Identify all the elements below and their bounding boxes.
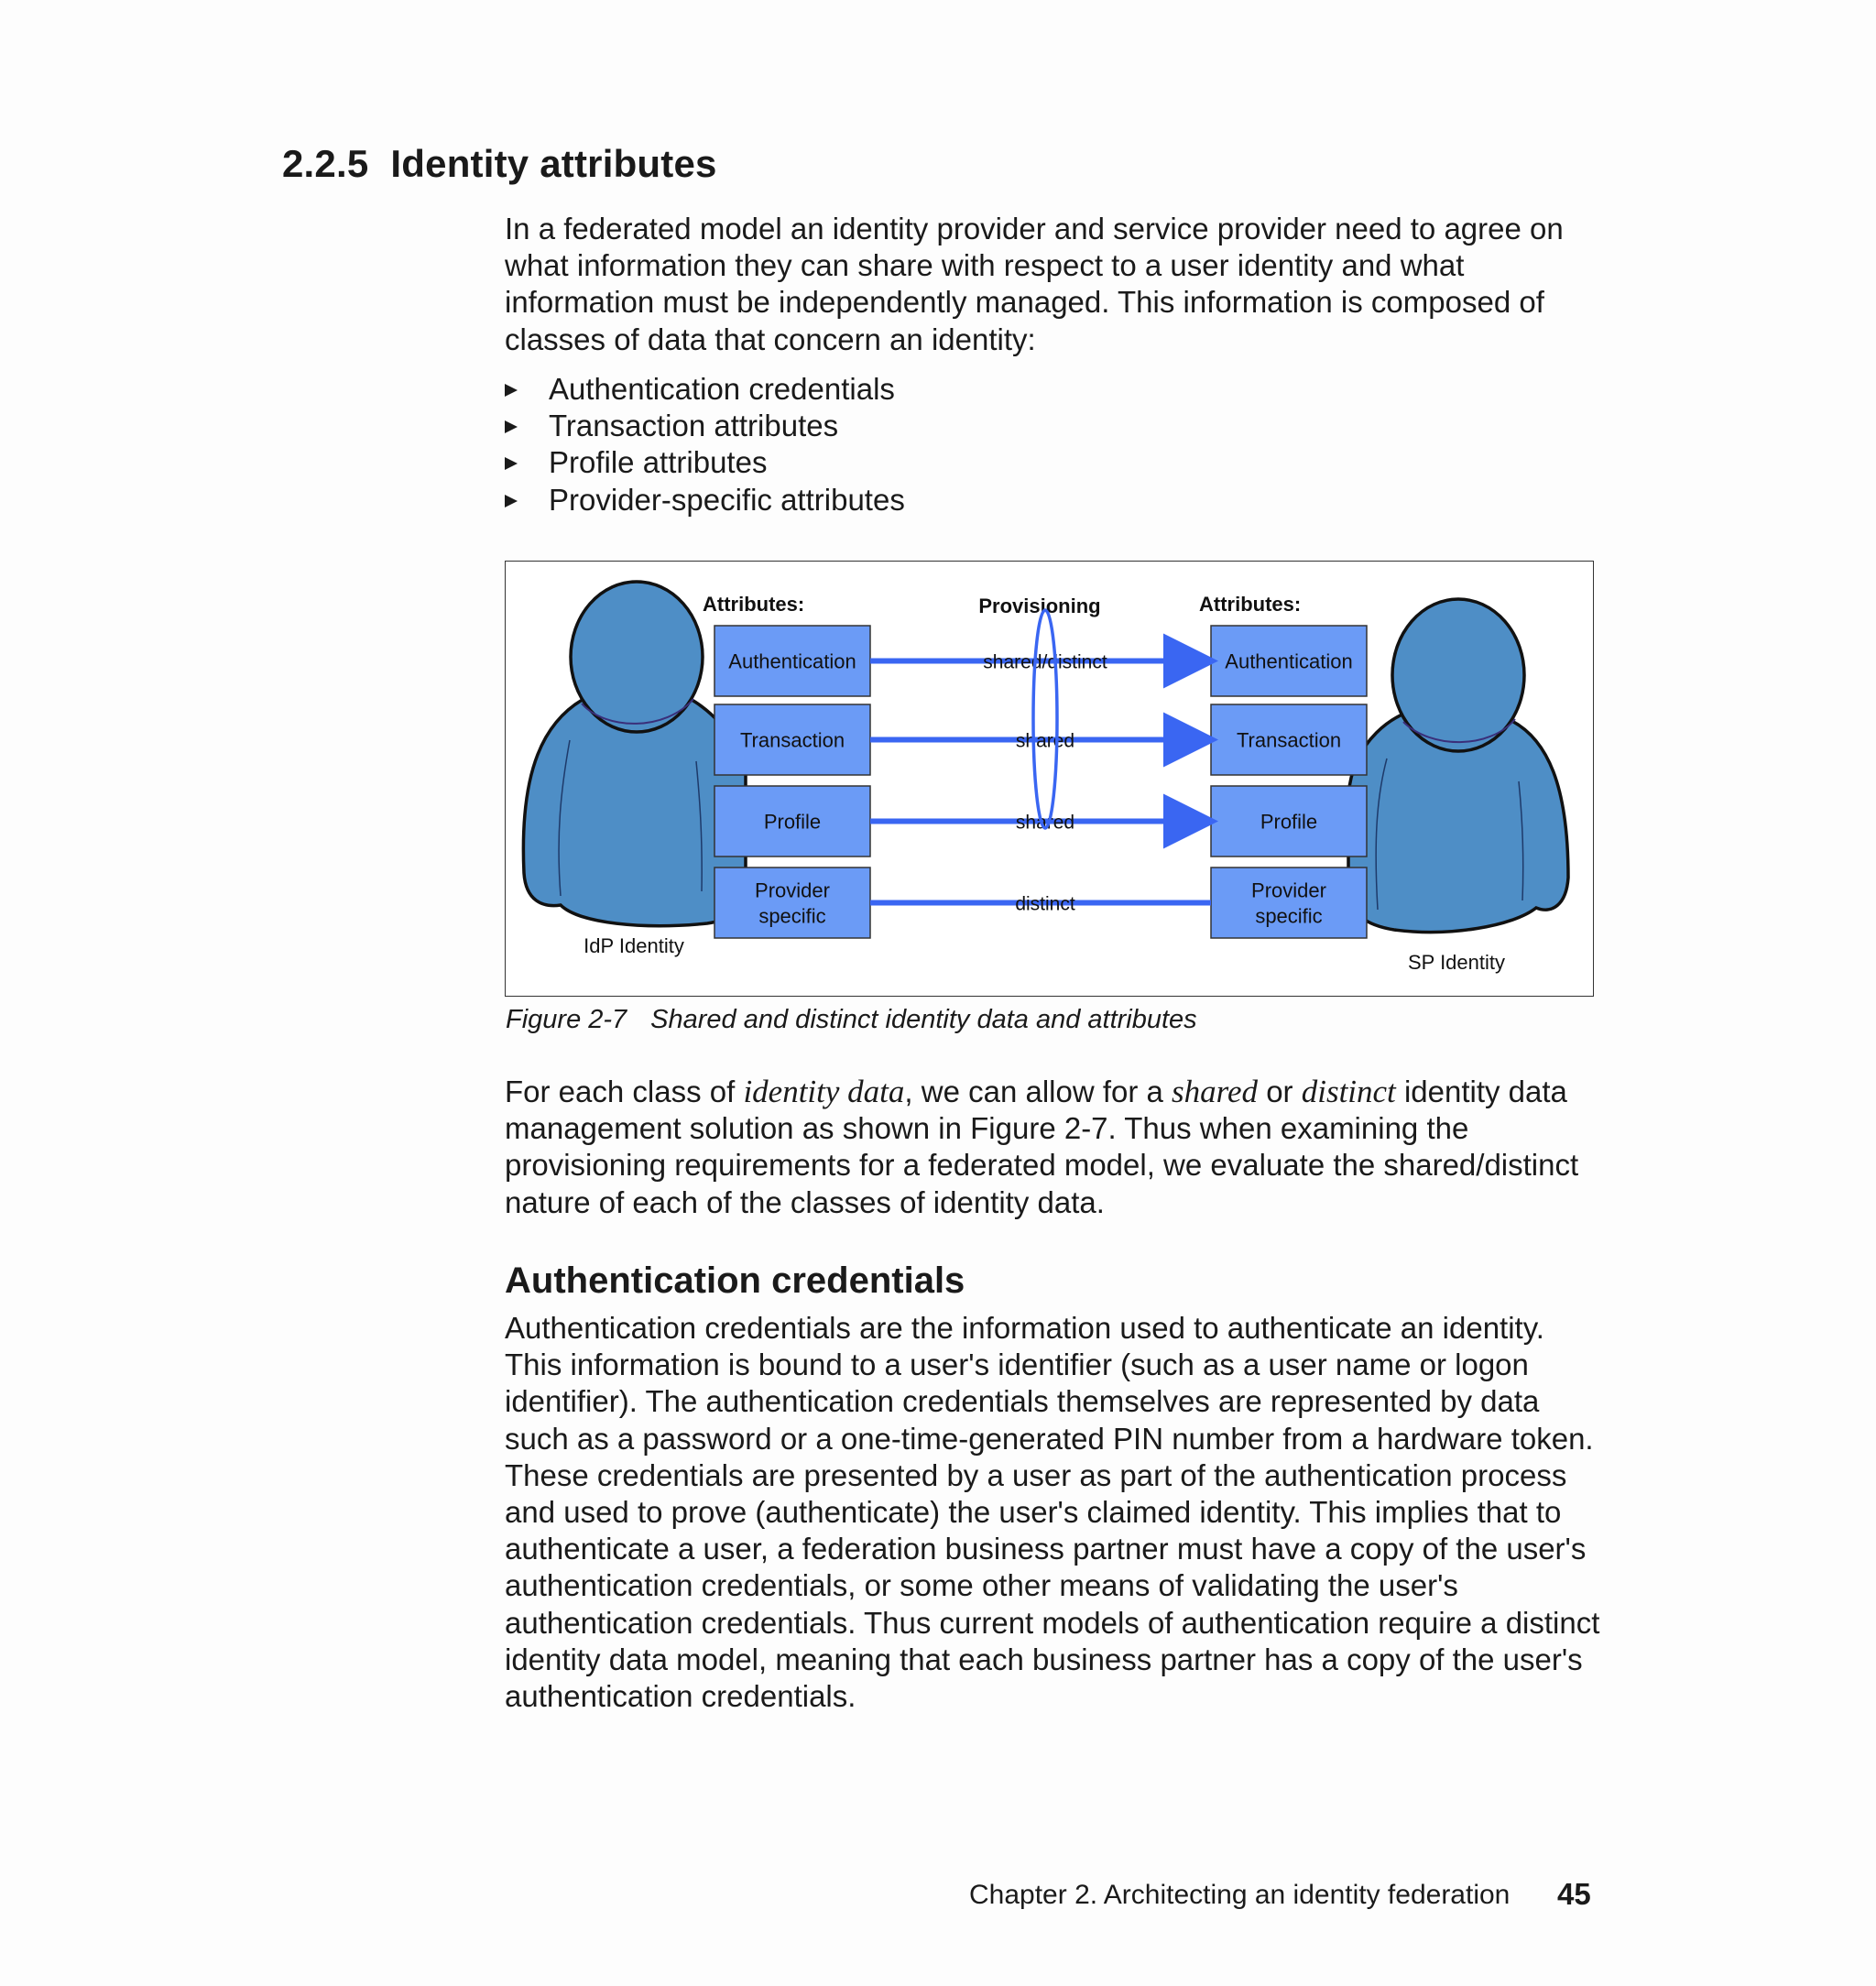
sp-attribute-label: Profile <box>1260 810 1318 834</box>
attribute-class-list <box>505 371 1604 518</box>
section-title: Identity attributes <box>390 142 717 185</box>
idp-attribute-label: Provider specific <box>755 878 830 928</box>
intro-paragraph: In a federated model an identity provider and service provider need to agree on what information they can share with respect to a user identity and what information must be independently managed. This information is composed of classes of data that concern an identity: <box>505 212 1564 356</box>
triangle-bullet-icon <box>505 457 518 470</box>
provisioning-mode-label: distinct <box>1015 893 1075 915</box>
shared-group-ellipse <box>1033 610 1057 828</box>
term-shared: shared <box>1172 1074 1259 1109</box>
figure-caption-text: Shared and distinct identity data and attributes <box>650 1005 1197 1034</box>
identity-attributes-diagram <box>506 562 1592 995</box>
triangle-bullet-icon <box>505 420 518 433</box>
figure-caption <box>506 1005 1197 1035</box>
sp-attribute-label: Transaction <box>1236 728 1342 752</box>
page-number: 45 <box>1557 1877 1591 1911</box>
provisioning-mode-label: shared/distinct <box>983 651 1107 673</box>
provisioning-mode-label: shared <box>1015 730 1075 752</box>
list-item: Profile attributes <box>505 444 1604 481</box>
list-item: Provider-specific attributes <box>505 482 1604 518</box>
figure-number: Figure 2-7 <box>506 1005 627 1034</box>
triangle-bullet-icon <box>505 495 518 507</box>
sp-attribute-label: Provider specific <box>1251 878 1326 928</box>
authentication-credentials-paragraph: Authentication credentials are the information used to authenticate an identity. This information is bound to a user's identifier (such as a user name or logon identifier). The authentication credentials themselves are represented by data such as a password or a one-time-generated PIN number from a hardware token. These credentials are presented by a user as part of the authentication process and used to prove (authenticate) the user's claimed identity. This implies that to authenticate a user, a federation business partner must have a copy of the user's authentication credentials, or some other means of validating the user's authentication credentials. Thus current models of authentication require a distinct identity data model, meaning that each business partner has a copy of the user's authentication credentials. <box>505 1311 1600 1714</box>
running-footer: Chapter 2. Architecting an identity federation <box>969 1880 1511 1910</box>
idp-attribute-label: Authentication <box>728 649 856 673</box>
list-item: Transaction attributes <box>505 408 1604 444</box>
idp-attribute-label: Profile <box>763 810 822 834</box>
term-distinct: distinct <box>1301 1074 1396 1109</box>
sp-identity-label: SP Identity <box>1408 951 1505 974</box>
triangle-bullet-icon <box>505 384 518 397</box>
term-identity-data: identity data <box>743 1074 905 1109</box>
explanation-paragraph: For each class of identity data, we can allow for a shared or distinct identity data management solution as shown in Figure 2-7. Thus when examining the provisioning requirements for a federated model, we evaluate the shared/distinct nature of each of the classes of identity data. <box>505 1074 1579 1219</box>
idp-attribute-label: Transaction <box>739 728 845 752</box>
section-heading <box>282 142 717 186</box>
provisioning-mode-label: shared <box>1015 812 1075 834</box>
provisioning-header: Provisioning <box>978 595 1101 617</box>
section-number: 2.2.5 <box>282 142 369 185</box>
sp-attribute-label: Authentication <box>1225 649 1353 673</box>
list-item: Authentication credentials <box>505 371 1604 408</box>
left-attributes-header: Attributes: <box>703 593 805 616</box>
sp-person-icon <box>1348 599 1568 933</box>
right-attributes-header: Attributes: <box>1199 593 1302 616</box>
idp-person-icon <box>523 582 746 926</box>
figure-2-7 <box>505 561 1594 997</box>
idp-identity-label: IdP Identity <box>584 934 684 957</box>
subsection-heading: Authentication credentials <box>505 1260 965 1301</box>
